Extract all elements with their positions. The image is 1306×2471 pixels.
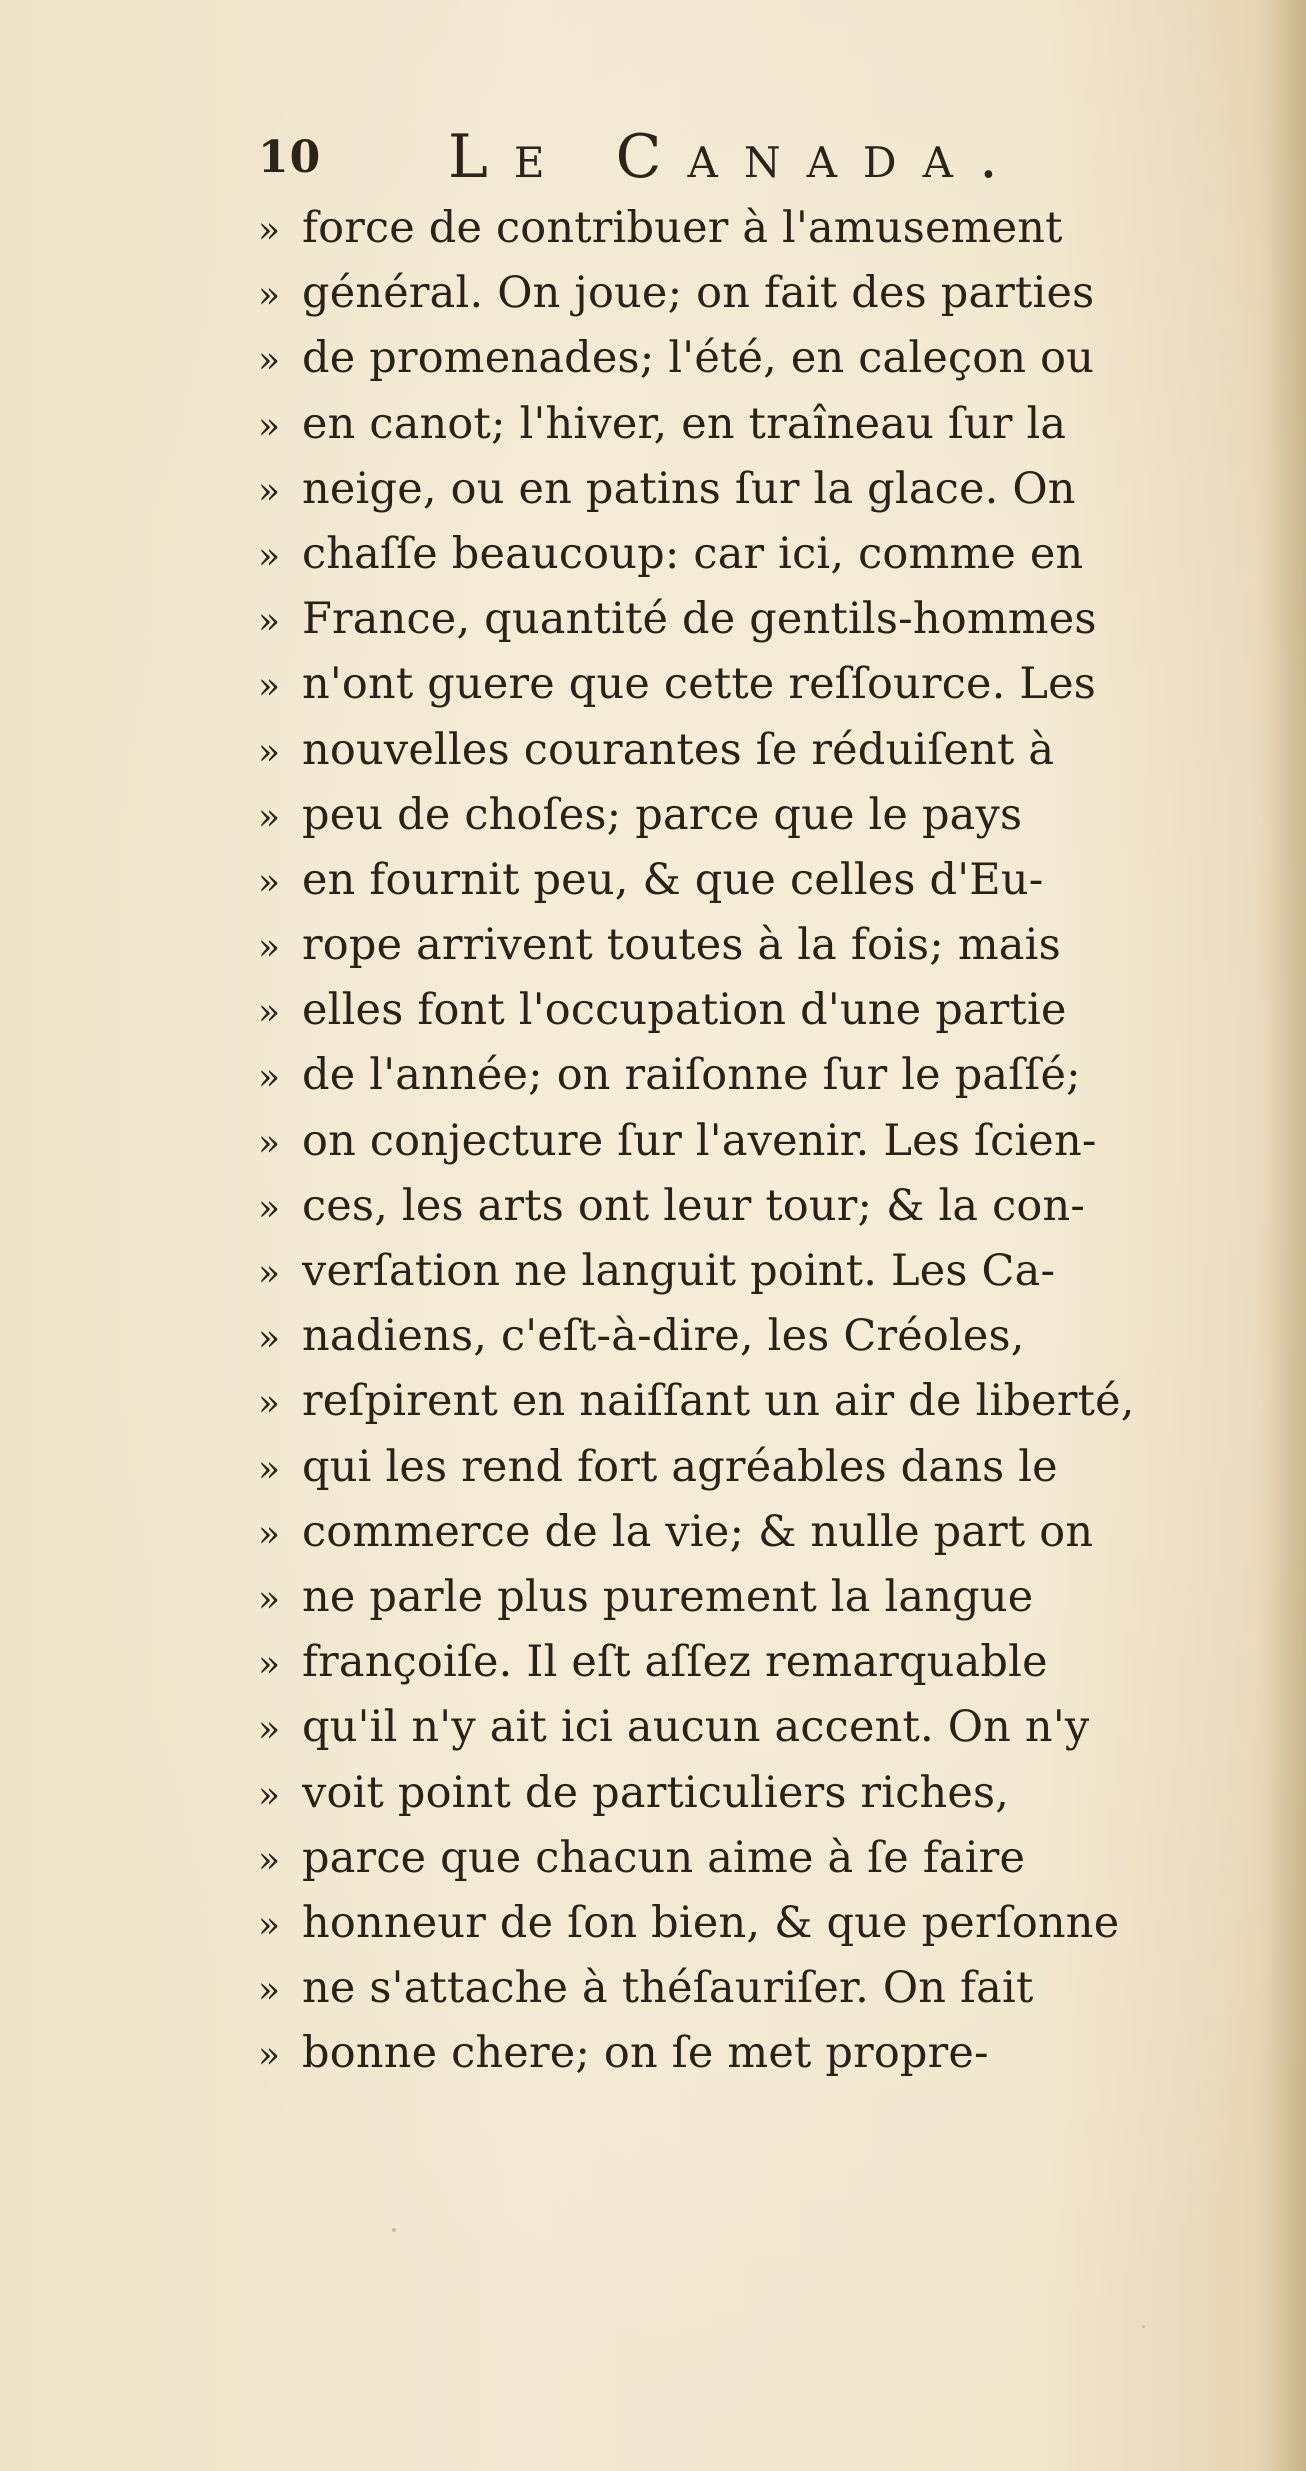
body-text xyxy=(258,196,1268,2086)
quote-mark: » xyxy=(258,1383,281,1425)
quote-mark: » xyxy=(258,666,281,708)
line-text: françoiſe. Il eſt aſſez remarquable xyxy=(302,1637,1048,1688)
line-text: reſpirent en naiſſant un air de liberté, xyxy=(302,1376,1135,1427)
line-text: on conjecture ſur l'avenir. Les ſcien- xyxy=(302,1115,1097,1166)
line-text: peu de choſes; parce que le pays xyxy=(302,789,1023,840)
paper-speck xyxy=(1142,2325,1145,2328)
text-line xyxy=(258,978,1268,1043)
quote-mark: » xyxy=(258,1970,281,2012)
quote-mark: » xyxy=(258,535,281,577)
line-text: honneur de ſon bien, & que perſonne xyxy=(302,1897,1120,1948)
text-line xyxy=(258,2021,1268,2086)
text-line xyxy=(258,1956,1268,2021)
line-text: France, quantité de gentils-hommes xyxy=(302,594,1097,645)
quote-mark: » xyxy=(258,1057,281,1099)
text-line xyxy=(258,1109,1268,1174)
text-line xyxy=(258,1435,1268,1500)
quote-mark: » xyxy=(258,1318,281,1360)
line-text: neige, ou en patins ſur la glace. On xyxy=(302,463,1076,514)
line-text: qu'il n'y ait ici aucun accent. On n'y xyxy=(302,1702,1090,1753)
text-line xyxy=(258,1369,1268,1434)
line-text: ces, les arts ont leur tour; & la con- xyxy=(302,1180,1086,1231)
text-line xyxy=(258,261,1268,326)
text-line xyxy=(258,1826,1268,1891)
line-text: de l'année; on raiſonne ſur le paſſé; xyxy=(302,1050,1081,1101)
quote-mark: » xyxy=(258,1839,281,1881)
quote-mark: » xyxy=(258,1774,281,1816)
line-text: nadiens, c'eſt-à-dire, les Créoles, xyxy=(302,1311,1025,1362)
quote-mark: » xyxy=(258,405,281,447)
line-text: n'ont guere que cette reſſource. Les xyxy=(302,659,1097,710)
quote-mark: » xyxy=(258,1187,281,1229)
quote-mark: » xyxy=(258,796,281,838)
text-line xyxy=(258,718,1268,783)
line-text: verſation ne languit point. Les Ca- xyxy=(302,1246,1056,1296)
quote-mark: » xyxy=(258,1513,281,1555)
text-line xyxy=(258,913,1268,978)
quote-mark: » xyxy=(258,731,281,773)
text-line xyxy=(258,1695,1268,1760)
text-line xyxy=(258,1043,1268,1108)
page-header xyxy=(258,122,1258,198)
quote-mark: » xyxy=(258,1578,281,1620)
line-text: ne s'attache à théſauriſer. On fait xyxy=(302,1963,1034,2014)
quote-mark: » xyxy=(258,1122,281,1164)
paper-speck xyxy=(392,2228,396,2232)
text-line xyxy=(258,457,1268,522)
line-text: ne parle plus purement la langue xyxy=(302,1571,1034,1622)
text-line xyxy=(258,1500,1268,1565)
quote-mark: » xyxy=(258,861,281,903)
text-line xyxy=(258,783,1268,848)
quote-mark: » xyxy=(258,1644,281,1686)
text-line xyxy=(258,196,1268,261)
page-number: 10 xyxy=(258,132,322,183)
text-line xyxy=(258,1239,1268,1304)
text-line xyxy=(258,1174,1268,1239)
line-text: qui les rend fort agréables dans le xyxy=(302,1441,1058,1492)
quote-mark: » xyxy=(258,340,281,382)
line-text: en canot; l'hiver, en traîneau ſur la xyxy=(302,398,1067,449)
line-text: elles font l'occupation d'une partie xyxy=(302,985,1067,1036)
quote-mark: » xyxy=(258,1253,281,1294)
line-text: commerce de la vie; & nulle part on xyxy=(302,1506,1094,1557)
line-text: force de contribuer à l'amusement xyxy=(302,203,1063,253)
line-text: général. On joue; on fait des parties xyxy=(302,268,1095,319)
quote-mark: » xyxy=(258,2035,281,2077)
line-text: rope arrivent toutes à la fois; mais xyxy=(302,920,1061,971)
quote-mark: » xyxy=(258,210,281,251)
line-text: nouvelles courantes ſe réduiſent à xyxy=(302,724,1055,775)
text-line xyxy=(258,1304,1268,1369)
text-line xyxy=(258,1630,1268,1695)
text-line xyxy=(258,326,1268,391)
page-edge-shadow xyxy=(1266,0,1306,2471)
line-text: de promenades; l'été, en caleçon ou xyxy=(302,333,1095,384)
text-line xyxy=(258,1891,1268,1956)
text-line xyxy=(258,392,1268,457)
text-line xyxy=(258,1565,1268,1630)
quote-mark: » xyxy=(258,470,281,512)
text-line xyxy=(258,848,1268,913)
line-text: chaſſe beaucoup: car ici, comme en xyxy=(302,528,1084,579)
quote-mark: » xyxy=(258,992,281,1034)
line-text: en fournit peu, & que celles d'Eu- xyxy=(302,854,1044,905)
quote-mark: » xyxy=(258,927,281,969)
running-title: Le Canada. xyxy=(448,122,1024,192)
text-line xyxy=(258,652,1268,717)
line-text: voit point de particuliers riches, xyxy=(302,1767,1010,1818)
quote-mark: » xyxy=(258,601,281,643)
line-text: bonne chere; on ſe met propre- xyxy=(302,2028,989,2079)
quote-mark: » xyxy=(258,1448,281,1490)
quote-mark: » xyxy=(258,275,281,317)
quote-mark: » xyxy=(258,1904,281,1946)
line-text: parce que chacun aime à ſe faire xyxy=(302,1832,1026,1883)
quote-mark: » xyxy=(258,1709,281,1751)
text-line xyxy=(258,1761,1268,1826)
text-line xyxy=(258,587,1268,652)
text-line xyxy=(258,522,1268,587)
